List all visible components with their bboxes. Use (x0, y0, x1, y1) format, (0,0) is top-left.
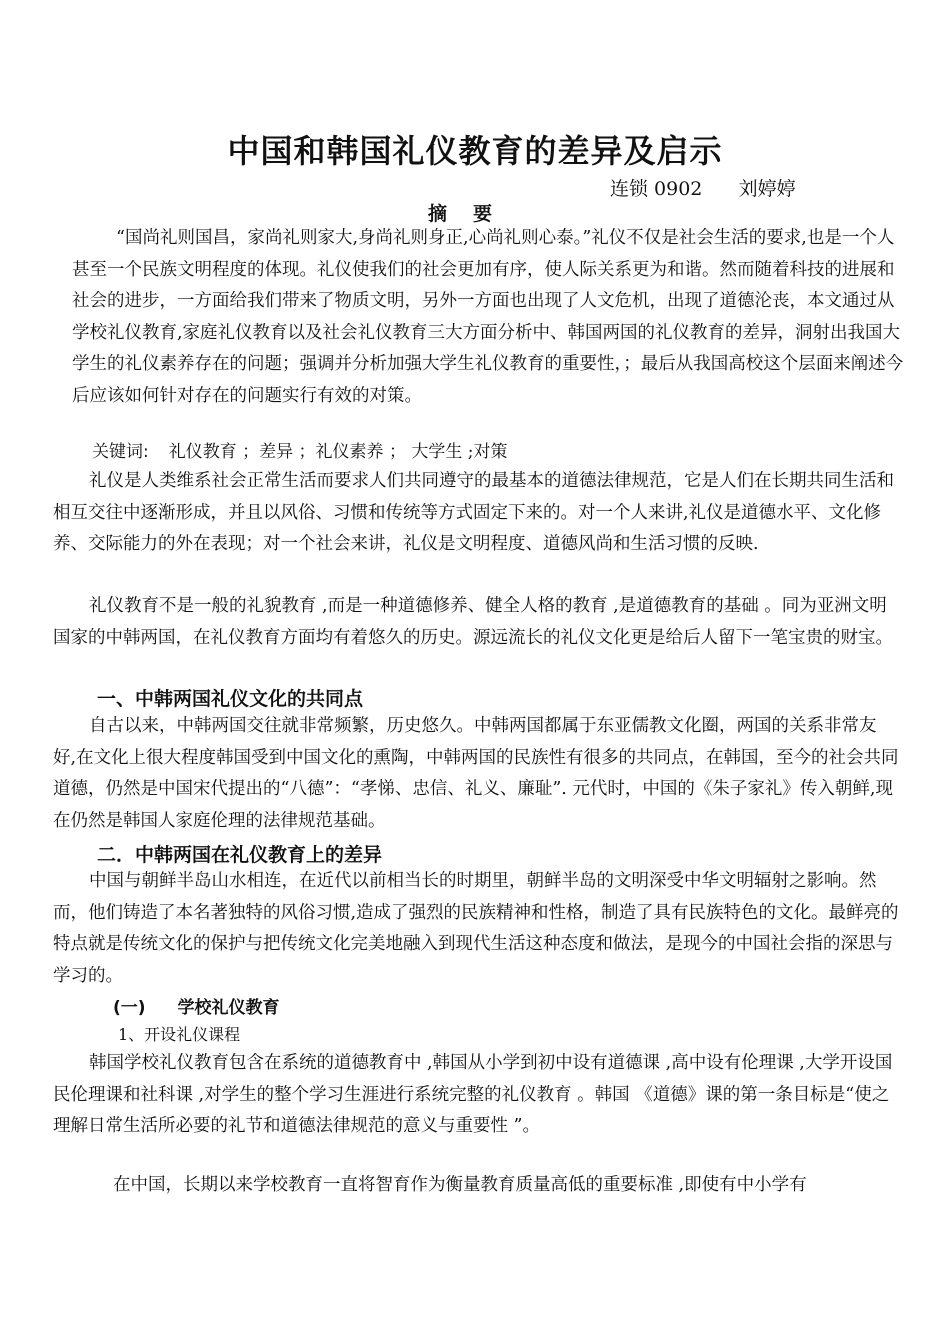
section-paragraph: 韩国学校礼仪教育包含在系统的道德教育中 ,韩国从小学到初中设有道德课 ,高中设有伦理课 ,大学开设国民伦理课和社科课 ,对学生的整个学习生涯进行系统完整的礼仪教育 。韩国 《道德》课的第一条目标是“使之理解日常生活所必要的礼节和道德法律规范的意义与重要性 ”。 (53, 1053, 893, 1136)
abstract-heading: 摘要 (428, 203, 519, 225)
document-title: 中国和韩国礼仪教育的差异及启示 (227, 132, 723, 170)
intro-paragraph: 礼仪是人类维系社会正常生活而要求人们共同遵守的最基本的道德法律规范，它是人们在长期共同生活和相互交往中逐渐形成，并且以风俗、习惯和传统等方式固定下来的。对一个人来讲,礼仪是道德水平、文化修养、交际能力的外在表现；对一个社会来讲，礼仪是文明程度、道德风尚和生活习惯的反映. (53, 471, 894, 554)
section-paragraph: 中国与朝鲜半岛山水相连，在近代以前相当长的时期里，朝鲜半岛的文明深受中华文明辐射之影响。然而，他们铸造了本名著独特的风俗习惯,造成了强烈的民族精神和性格，制造了具有民族特色的文化。最鲜亮的特点就是传统文化的保护与把传统文化完美地融入到现代生活这种态度和做法，是现今的中国社会指的深思与学习的。 (53, 871, 899, 986)
keywords-text: 礼仪教育 ；差异 ；礼仪素养 ； 大学生 ;对策 (168, 442, 508, 462)
abstract-paragraph: “国尚礼则国昌，家尚礼则家大,身尚礼则身正,心尚礼则心泰。”礼仪不仅是社会生活的要求,也是一个人甚至一个民族文明程度的体现。礼仪使我们的社会更加有序，使人际关系更为和谐。然而随着科技的进展和社会的进步，一方面给我们带来了物质文明，另外一方面也出现了人文危机，出现了道德沦丧，本文通过从学校礼仪教育,家庭礼仪教育以及社会礼仪教育三大方面分析中、韩国两国的礼仪教育的差异，洞射出我国大学生的礼仪素养存在的问题；强调并分析加强大学生礼仪教育的重要性，；最后从我国高校这个层面来阐述今后应该如何针对存在的问题实行有效的对策。 (72, 228, 904, 406)
subsection-number: (一) (113, 998, 146, 1018)
section-paragraph: 在中国，长期以来学校教育一直将智育作为衡量教育质量高低的重要标准 ,即使有中小学有 (113, 1175, 807, 1195)
subsection-heading (113, 993, 280, 1018)
keywords-label: 关键词: (92, 442, 149, 462)
subsubsection-heading: 1、开设礼仪课程 (118, 1025, 241, 1044)
section-heading: 二．中韩两国在礼仪教育上的差异 (97, 844, 383, 866)
author-line: 连锁 0902 刘婷婷 (610, 178, 796, 200)
section-heading: 一、中韩两国礼仪文化的共同点 (97, 688, 364, 710)
intro-paragraph: 礼仪教育不是一般的礼貌教育 ,而是一种道德修养、健全人格的教育 ,是道德教育的基础 。同为亚洲文明国家的中韩两国，在礼仪教育方面均有着悠久的历史。源远流长的礼仪文化更是给后人留下一笔宝贵的财宝。 (53, 596, 893, 648)
keywords-line (92, 437, 507, 469)
subsection-title: 学校礼仪教育 (177, 998, 280, 1018)
section-paragraph: 自古以来，中韩两国交往就非常频繁，历史悠久。中韩两国都属于东亚儒教文化圈，两国的关系非常友好,在文化上很大程度韩国受到中国文化的熏陶，中韩两国的民族性有很多的共同点，在韩国，至今的社会共同道德，仍然是中国宋代提出的“八德”：“孝悌、忠信、礼义、廉耻”. 元代时，中国的《朱子家礼》传入朝鲜,现在仍然是韩国人家庭伦理的法律规范基础。 (53, 716, 899, 831)
